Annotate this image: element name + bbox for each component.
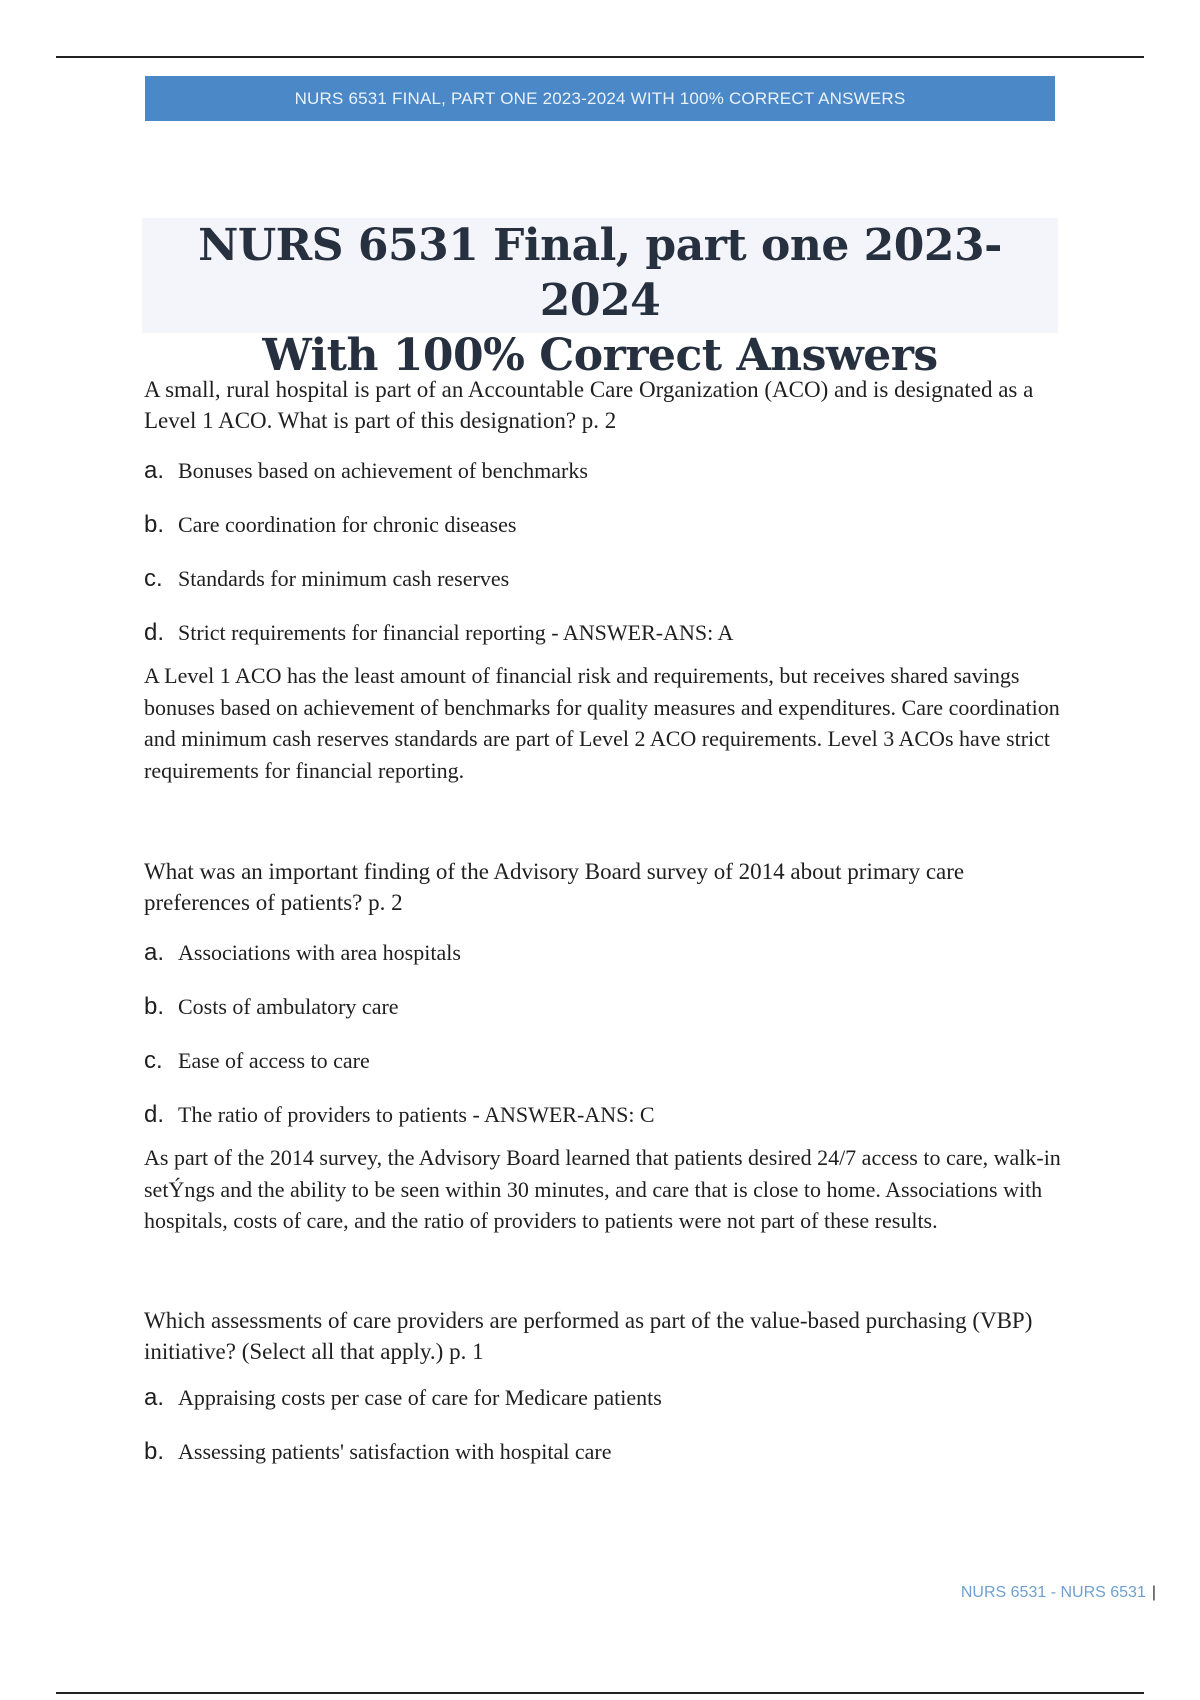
question-text: What was an important finding of the Advisory Board survey of 2014 about primary care preferences of patients? p. 2 xyxy=(144,859,965,915)
option-c xyxy=(144,1046,1064,1076)
question-3 xyxy=(144,1305,1064,1467)
option-letter: a. xyxy=(144,1383,165,1411)
option-letter: d. xyxy=(144,619,165,646)
header-banner: NURS 6531 FINAL, PART ONE 2023-2024 WITH 100% CORRECT ANSWERS xyxy=(145,76,1055,121)
answer-explanation: As part of the 2014 survey, the Advisory Board learned that patients desired 24/7 access to care, walk-in setÝngs and the ability to be seen within 30 minutes, and care that is close to home. Associations with hospitals, costs of care, and the ratio of providers to patients were not part of these results. xyxy=(144,1145,1061,1233)
question-2 xyxy=(144,856,1064,1237)
option-text: Ease of access to care xyxy=(178,1048,370,1073)
footer-separator: | xyxy=(1151,1584,1156,1601)
option-text: Strict requirements for financial reporting - ANSWER-ANS: A xyxy=(178,620,734,645)
option-a xyxy=(144,1383,1064,1413)
option-list xyxy=(144,456,1064,648)
option-text: Bonuses based on achievement of benchmarks xyxy=(178,458,588,483)
bottom-rule xyxy=(56,1692,1144,1694)
option-text: The ratio of providers to patients - ANSWER-ANS: C xyxy=(178,1102,655,1127)
title-line-1: NURS 6531 Final, part one 2023-2024 xyxy=(198,220,1002,326)
option-b xyxy=(144,510,1064,540)
option-letter: b. xyxy=(144,511,165,538)
option-a xyxy=(144,456,1064,486)
option-text: Standards for minimum cash reserves xyxy=(178,566,510,591)
answer-explanation: A Level 1 ACO has the least amount of financial risk and requirements, but receives shared savings bonuses based on achievement of benchmarks for quality measures and expenditures. Care coordination and minimum cash reserves standards are part of Level 2 ACO requirements. Level 3 ACOs have strict requirements for financial reporting. xyxy=(144,663,1060,783)
option-letter: a. xyxy=(144,939,165,966)
option-letter: c. xyxy=(144,565,163,592)
option-list xyxy=(144,1383,1064,1467)
option-letter: c. xyxy=(144,1047,163,1074)
option-b xyxy=(144,992,1064,1022)
top-rule xyxy=(56,56,1144,58)
option-letter: a. xyxy=(144,457,165,484)
option-letter: b. xyxy=(144,1437,165,1465)
option-text: Associations with area hospitals xyxy=(178,940,461,965)
question-text: Which assessments of care providers are performed as part of the value-based purchasing (VBP) initiative? (Select all that apply.) p. 1 xyxy=(144,1307,1033,1364)
option-letter: d. xyxy=(144,1101,165,1128)
page-footer xyxy=(961,1584,1156,1602)
option-text: Care coordination for chronic diseases xyxy=(178,512,517,537)
option-text: Costs of ambulatory care xyxy=(178,994,399,1019)
option-c xyxy=(144,564,1064,594)
option-list xyxy=(144,938,1064,1130)
option-d xyxy=(144,1100,1064,1130)
document-title xyxy=(142,218,1058,381)
question-1 xyxy=(144,374,1064,786)
option-text: Appraising costs per case of care for Medicare patients xyxy=(178,1384,662,1410)
footer-text: NURS 6531 - NURS 6531 xyxy=(960,1584,1146,1601)
question-text: A small, rural hospital is part of an Accountable Care Organization (ACO) and is designated as a Level 1 ACO. What is part of this designation? p. 2 xyxy=(144,377,1034,433)
document-content xyxy=(144,374,1064,1467)
option-d xyxy=(144,618,1064,648)
title-line-2: With 100% Correct Answers xyxy=(262,330,938,381)
option-text: Assessing patients' satisfaction with hospital care xyxy=(178,1438,612,1464)
option-b xyxy=(144,1437,1064,1467)
option-a xyxy=(144,938,1064,968)
option-letter: b. xyxy=(144,993,165,1020)
